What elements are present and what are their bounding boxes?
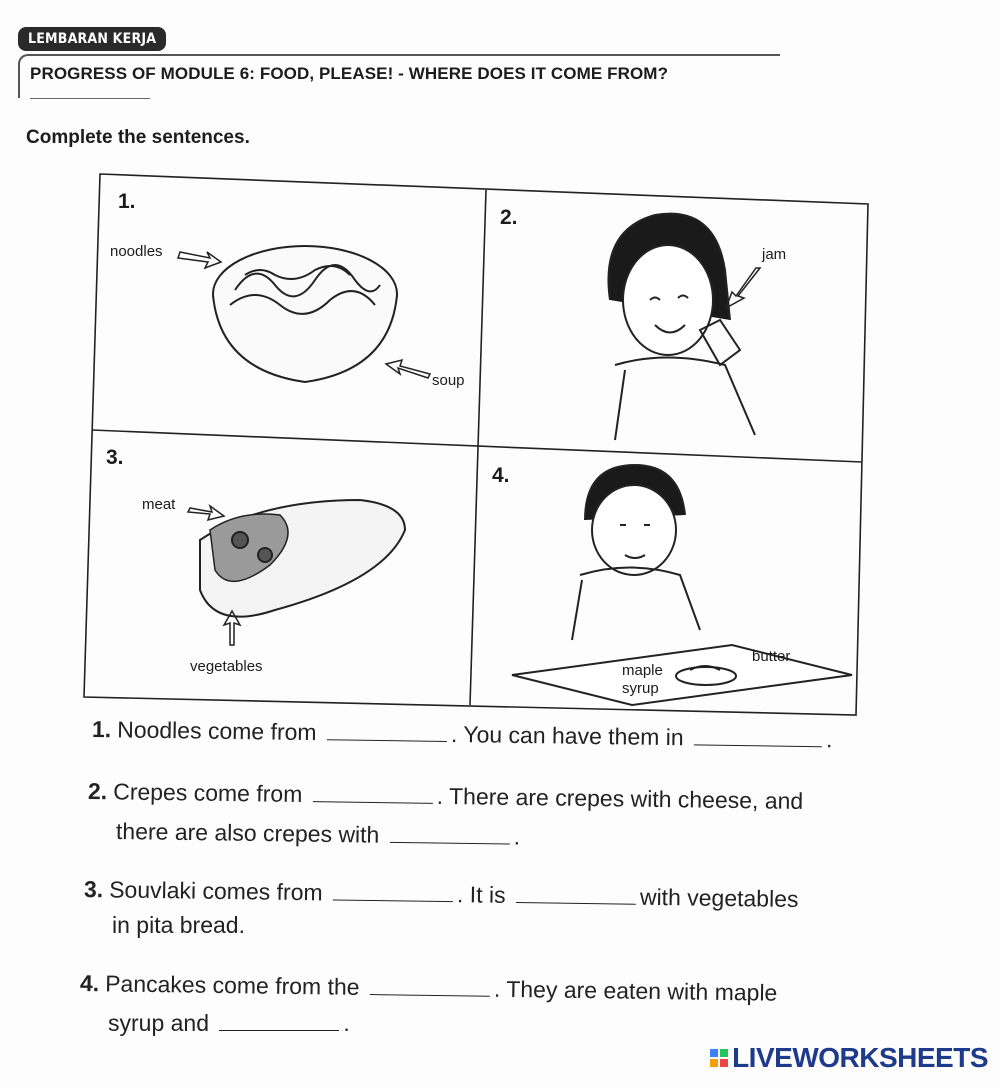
sentence-text: . You can have them in (450, 721, 684, 751)
boy-eating-pancakes-illustration (512, 465, 852, 705)
worksheet-tag: LEMBARAN KERJA (18, 27, 166, 51)
sentence-text: with vegetables (639, 883, 799, 912)
sentence-1 (92, 716, 833, 753)
panel-number-2: 2. (500, 206, 518, 229)
grid-vertical-divider (470, 190, 486, 705)
sentence-4 (80, 970, 778, 1007)
answer-blank-4b[interactable] (219, 1012, 339, 1031)
label-soup: soup (432, 372, 465, 389)
label-meat: meat (142, 496, 176, 513)
souvlaki-illustration (188, 500, 405, 645)
answer-blank-1a[interactable] (327, 721, 447, 742)
label-syrup: syrup (622, 680, 659, 697)
answer-blank-1b[interactable] (694, 726, 822, 747)
sentence-number: 1. (91, 716, 112, 743)
label-maple: maple (622, 662, 663, 679)
label-vegetables: vegetables (190, 658, 263, 675)
sentence-text: . (513, 823, 521, 850)
sentence-text: . (343, 1010, 350, 1036)
panel-number-3: 3. (106, 446, 124, 469)
answer-blank-3b[interactable] (516, 884, 636, 905)
sentence-text: there are also crepes with (115, 818, 380, 848)
answer-blank-4a[interactable] (370, 976, 490, 997)
label-butter: butter (752, 648, 791, 665)
sentence-text: . (825, 726, 833, 753)
sentence-number: 3. (83, 876, 104, 903)
noodle-bowl-illustration (178, 246, 430, 382)
sentence-text: in pita bread. (112, 912, 245, 938)
sentence-text: Souvlaki comes from (109, 876, 323, 906)
label-noodles: noodles (110, 243, 163, 260)
label-jam: jam (762, 246, 787, 263)
answer-blank-2b[interactable] (390, 824, 510, 845)
sentence-text: syrup and (108, 1010, 210, 1036)
panel-number-4: 4. (492, 464, 510, 487)
brand-logo (710, 1042, 988, 1074)
sentence-text: Crepes come from (113, 778, 303, 807)
panel-number-1: 1. (118, 190, 136, 213)
instruction: Complete the sentences. (26, 127, 250, 148)
sentence-3-line-2 (112, 912, 245, 939)
sentence-2 (88, 778, 804, 815)
sentence-text: . There are crepes with cheese, and (436, 782, 804, 814)
girl-eating-crepe-illustration (608, 214, 760, 440)
grid-border (84, 174, 868, 715)
sentence-number: 2. (87, 778, 108, 805)
answer-blank-3a[interactable] (333, 881, 453, 902)
sentence-3 (84, 876, 799, 913)
sentence-text: . They are eaten with maple (493, 975, 778, 1006)
sentence-2-line-2 (116, 818, 520, 851)
brand-icon (710, 1049, 728, 1067)
sentence-text: Noodles come from (117, 716, 317, 746)
answer-blank-2a[interactable] (313, 783, 433, 804)
page-title: PROGRESS OF MODULE 6: FOOD, PLEASE! - WHERE DOES IT COME FROM? (30, 64, 669, 83)
brand-name: LIVEWORKSHEETS (732, 1042, 988, 1073)
sentence-4-line-2 (108, 1010, 350, 1037)
sentence-text: Pancakes come from the (105, 970, 360, 1000)
sentence-number: 4. (79, 970, 100, 997)
sentence-text: . It is (456, 881, 506, 908)
